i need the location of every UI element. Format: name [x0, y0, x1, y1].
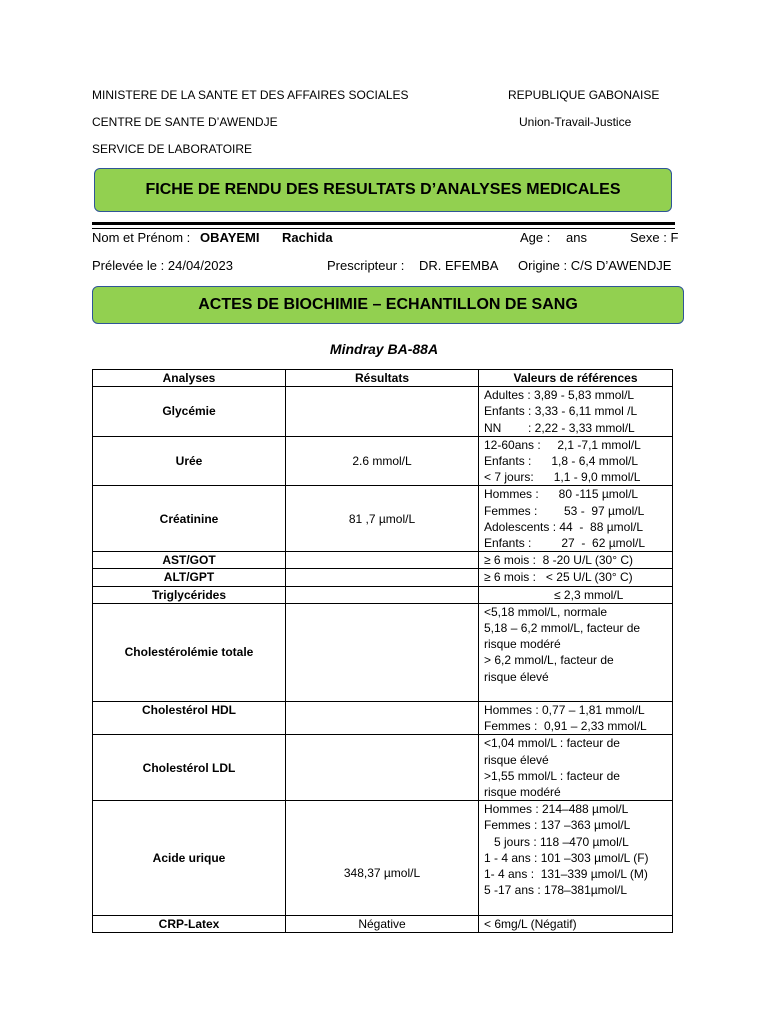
table-row [93, 552, 673, 569]
analysis-name: Glycémie [93, 387, 286, 437]
device-name: Mindray BA-88A [329, 341, 439, 357]
analysis-reference: < 6mg/L (Négatif) [479, 915, 673, 932]
header-analyses: Analyses [93, 370, 286, 387]
report-title: FICHE DE RENDU DES RESULTATS D’ANALYSES MEDICALES [145, 181, 621, 198]
age-label: Age : [520, 230, 551, 245]
analysis-reference: Hommes : 0,77 – 1,81 mmol/L Femmes : 0,91 – 2,33 mmol/L [479, 702, 673, 735]
divider-thick [92, 222, 675, 225]
analysis-reference: Hommes : 214–488 µmol/L Femmes : 137 –363 µmol/L 5 jours : 118 –470 µmol/L 1 - 4 ans : 101 –303 µmol/L (F) 1- 4 ans : 131–339 µmol/L (M) 5 -17 ans : 178–381µmol/L [479, 801, 673, 915]
analysis-name: Urée [93, 436, 286, 486]
analysis-result: 81 ,7 µmol/L [286, 486, 479, 552]
analysis-result [286, 586, 479, 603]
analysis-reference: 12-60ans : 2,1 -7,1 mmol/L Enfants : 1,8 - 6,4 mmol/L < 7 jours: 1,1 - 9,0 mmol/L [479, 436, 673, 486]
age-value: ans [566, 230, 587, 245]
table-row [93, 702, 673, 735]
table-row [93, 603, 673, 701]
patient-last-name: OBAYEMI [200, 230, 260, 245]
analysis-result: 348,37 µmol/L [286, 801, 479, 915]
divider-thin [92, 228, 675, 229]
prescriber-label: Prescripteur : [327, 258, 405, 273]
table-row [93, 586, 673, 603]
analysis-result: Négative [286, 915, 479, 932]
analysis-name: Cholestérol LDL [93, 735, 286, 801]
analysis-result [286, 387, 479, 437]
analysis-reference: ≥ 6 mois : < 25 U/L (30° C) [479, 569, 673, 586]
table-row [93, 915, 673, 932]
header-reference: Valeurs de références [479, 370, 673, 387]
origin-field: Origine : C/S D’AWENDJE [518, 258, 672, 273]
header-results: Résultats [286, 370, 479, 387]
analysis-reference: Hommes : 80 -115 µmol/L Femmes : 53 - 97 µmol/L Adolescents : 44 - 88 µmol/L Enfants : 27 - 62 µmol/L [479, 486, 673, 552]
analysis-name: AST/GOT [93, 552, 286, 569]
report-title-banner [94, 168, 672, 212]
table-row [93, 436, 673, 486]
republic-text: REPUBLIQUE GABONAISE [508, 88, 660, 102]
analysis-name: Créatinine [93, 486, 286, 552]
service-text: SERVICE DE LABORATOIRE [92, 142, 253, 156]
motto-text: Union-Travail-Justice [519, 115, 632, 129]
analysis-reference: Adultes : 3,89 - 5,83 mmol/L Enfants : 3,33 - 6,11 mmol /L NN : 2,22 - 3,33 mmol/L [479, 387, 673, 437]
section-title: ACTES DE BIOCHIMIE – ECHANTILLON DE SANG [198, 296, 578, 313]
analysis-result [286, 702, 479, 735]
ministry-text: MINISTERE DE LA SANTE ET DES AFFAIRES SOCIALES [92, 88, 409, 102]
analysis-result: 2.6 mmol/L [286, 436, 479, 486]
analysis-name: CRP-Latex [93, 915, 286, 932]
analysis-reference: ≥ 6 mois : 8 -20 U/L (30° C) [479, 552, 673, 569]
analysis-name: Cholestérol HDL [93, 702, 286, 735]
sex-field: Sexe : F [630, 230, 679, 245]
analysis-name: Triglycérides [93, 586, 286, 603]
table-row [93, 569, 673, 586]
analysis-name: Cholestérolémie totale [93, 603, 286, 701]
centre-text: CENTRE DE SANTE D’AWENDJE [92, 115, 278, 129]
table-row [93, 801, 673, 915]
table-header-row [93, 370, 673, 387]
section-banner [92, 286, 684, 324]
analysis-name: ALT/GPT [93, 569, 286, 586]
analysis-result [286, 569, 479, 586]
analysis-reference: <1,04 mmol/L : facteur de risque élevé >1,55 mmol/L : facteur de risque modéré [479, 735, 673, 801]
analysis-reference: ≤ 2,3 mmol/L [479, 586, 673, 603]
table-row [93, 486, 673, 552]
patient-first-name: Rachida [282, 230, 333, 245]
analysis-reference: <5,18 mmol/L, normale 5,18 – 6,2 mmol/L, facteur de risque modéré > 6,2 mmol/L, facteur de risque élevé [479, 603, 673, 701]
analysis-result [286, 552, 479, 569]
analysis-result [286, 603, 479, 701]
analysis-result [286, 735, 479, 801]
table-row [93, 735, 673, 801]
results-table [92, 369, 673, 933]
name-label: Nom et Prénom : [92, 230, 191, 245]
prescriber-name: DR. EFEMBA [419, 258, 499, 273]
analysis-name: Acide urique [93, 801, 286, 915]
sample-date: Prélevée le : 24/04/2023 [92, 258, 233, 273]
table-row [93, 387, 673, 437]
